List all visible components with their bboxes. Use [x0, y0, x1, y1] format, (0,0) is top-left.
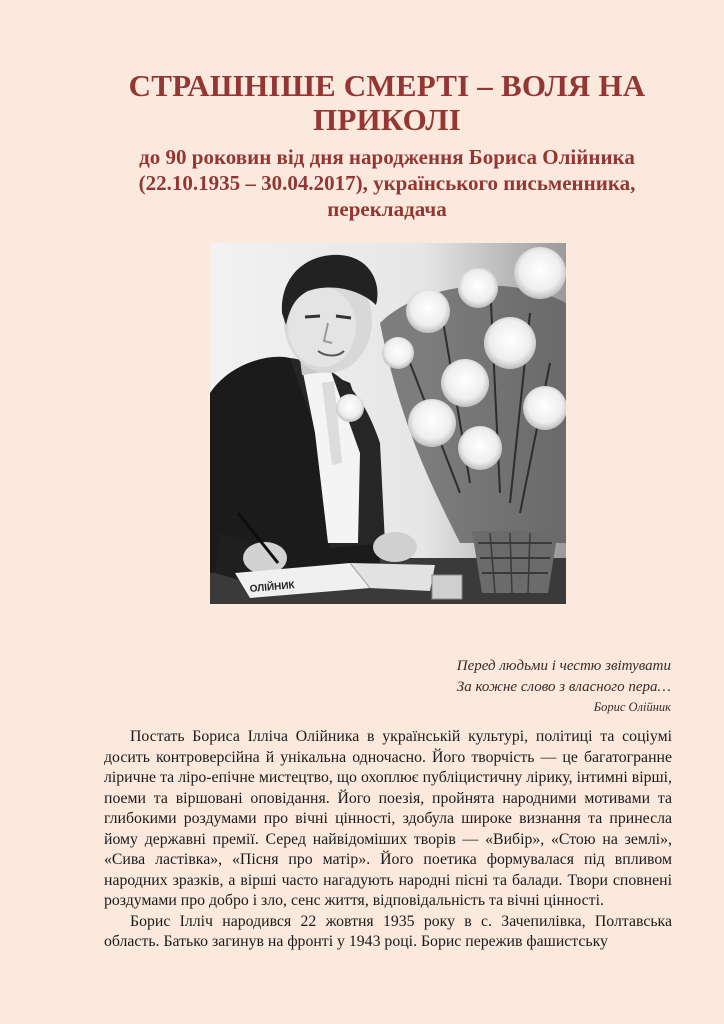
epigraph-line: Перед людьми і честю звітувати	[456, 658, 671, 674]
page-title: СТРАШНІШЕ СМЕРТІ – ВОЛЯ НА ПРИКОЛІ	[128, 68, 646, 137]
portrait-photo	[210, 243, 566, 604]
epigraph	[457, 656, 671, 715]
subtitle-line: до 90 роковин від дня народження Бориса Олійника	[139, 145, 635, 169]
body-paragraph: Постать Бориса Ілліча Олійника в українській культурі, політиці та соціумі досить контроверсійна й унікальна одночасно. Його творчість — це багатогранне ліричне та ліро-епічне мистецтво, що охоплює публіцистичну лірику, інтимні вірші, поеми та віршовані оповідання. Його поезія, пройнята народними мотивами та глибокими роздумами про вічні цінності, здобула широке визнання та принесла йому державні премії. Серед найвідоміших творів — «Вибір», «Стою на землі», «Сива ластівка», «Пісня про матір». Його поетика формувалася під впливом народних зразків, а вірші часто нагадують народні пісні та балади. Твори сповнені роздумами про добро і зло, сенс життя, відповідальність та вічні цінності.	[104, 728, 672, 909]
epigraph-author: Борис Олійник	[593, 700, 671, 714]
subtitle-line: перекладача	[327, 197, 447, 221]
book-cover-text: ОЛІЙНИК	[249, 580, 296, 595]
body-paragraph: Борис Ілліч народився 22 жовтня 1935 року в с. Зачепилівка, Полтавська область. Батько загинув на фронті у 1943 році. Борис пережив фашистську	[104, 912, 672, 950]
article-body	[104, 727, 672, 953]
page-subtitle	[60, 144, 714, 222]
subtitle-line: (22.10.1935 – 30.04.2017), українського письменника,	[138, 171, 636, 195]
epigraph-line: За кожне слово з власного пера…	[456, 679, 671, 695]
